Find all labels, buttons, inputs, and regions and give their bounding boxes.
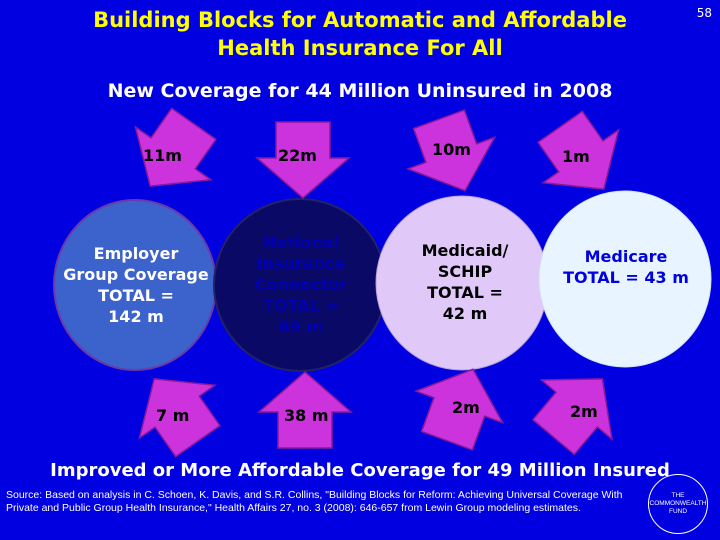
medicare-label-line1: Medicare <box>584 247 668 266</box>
medicare-label <box>550 246 702 288</box>
employer-label-line3: TOTAL = <box>98 286 174 305</box>
connector-label-line4: TOTAL = <box>263 296 339 315</box>
connector-label-line3: Connector <box>254 275 348 294</box>
connector-label-line2: Insurance <box>256 254 346 273</box>
arrow-top-medicaid-label: 10m <box>432 140 471 159</box>
logo-line1: THE <box>671 492 685 499</box>
arrow-bottom-medicare-label: 2m <box>570 402 598 421</box>
connector-label <box>222 232 380 337</box>
medicare-label-line2: TOTAL = 43 m <box>563 268 689 287</box>
employer-label-line4: 142 m <box>108 307 164 326</box>
connector-label-line5: 69 m <box>278 317 324 336</box>
arrow-bottom-medicaid-label: 2m <box>452 398 480 417</box>
medicaid-label-line4: 42 m <box>442 304 488 323</box>
connector-label-line1: National <box>263 233 339 252</box>
source-note: Source: Based on analysis in C. Schoen, K. Davis, and S.R. Collins, "Building Blocks for Reform: Achieving Universal Coverage With Private and Public Group Health Insurance," Health Affairs 27, no. 3 (2008): 646-657 from Lewin Group modeling estimates. <box>6 489 623 514</box>
medicaid-label-line2: SCHIP <box>437 262 493 281</box>
title-line-2: Health Insurance For All <box>217 36 503 60</box>
employer-label-line2: Group Coverage <box>63 265 209 284</box>
medicaid-label <box>390 240 540 324</box>
employer-label-line1: Employer <box>93 244 179 263</box>
slide-number: 58 <box>696 6 712 20</box>
arrow-top-employer-label: 11m <box>143 146 182 165</box>
commonwealth-fund-logo <box>648 474 708 534</box>
logo-line2: COMMONWEALTH <box>649 500 707 507</box>
arrow-bottom-employer-label: 7 m <box>156 406 190 425</box>
bottom-title: Improved or More Affordable Coverage for 49 Million Insured <box>50 460 670 481</box>
logo-line3: FUND <box>668 508 688 515</box>
medicaid-label-line1: Medicaid/ <box>421 241 509 260</box>
medicaid-label-line3: TOTAL = <box>427 283 503 302</box>
title-line-1: Building Blocks for Automatic and Affordable <box>93 8 627 32</box>
arrow-top-medicare-label: 1m <box>562 147 590 166</box>
employer-label <box>55 243 217 327</box>
arrow-bottom-connector-label: 38 m <box>284 406 329 425</box>
arrow-top-connector-label: 22m <box>278 146 317 165</box>
subtitle: New Coverage for 44 Million Uninsured in 2008 <box>107 80 613 102</box>
